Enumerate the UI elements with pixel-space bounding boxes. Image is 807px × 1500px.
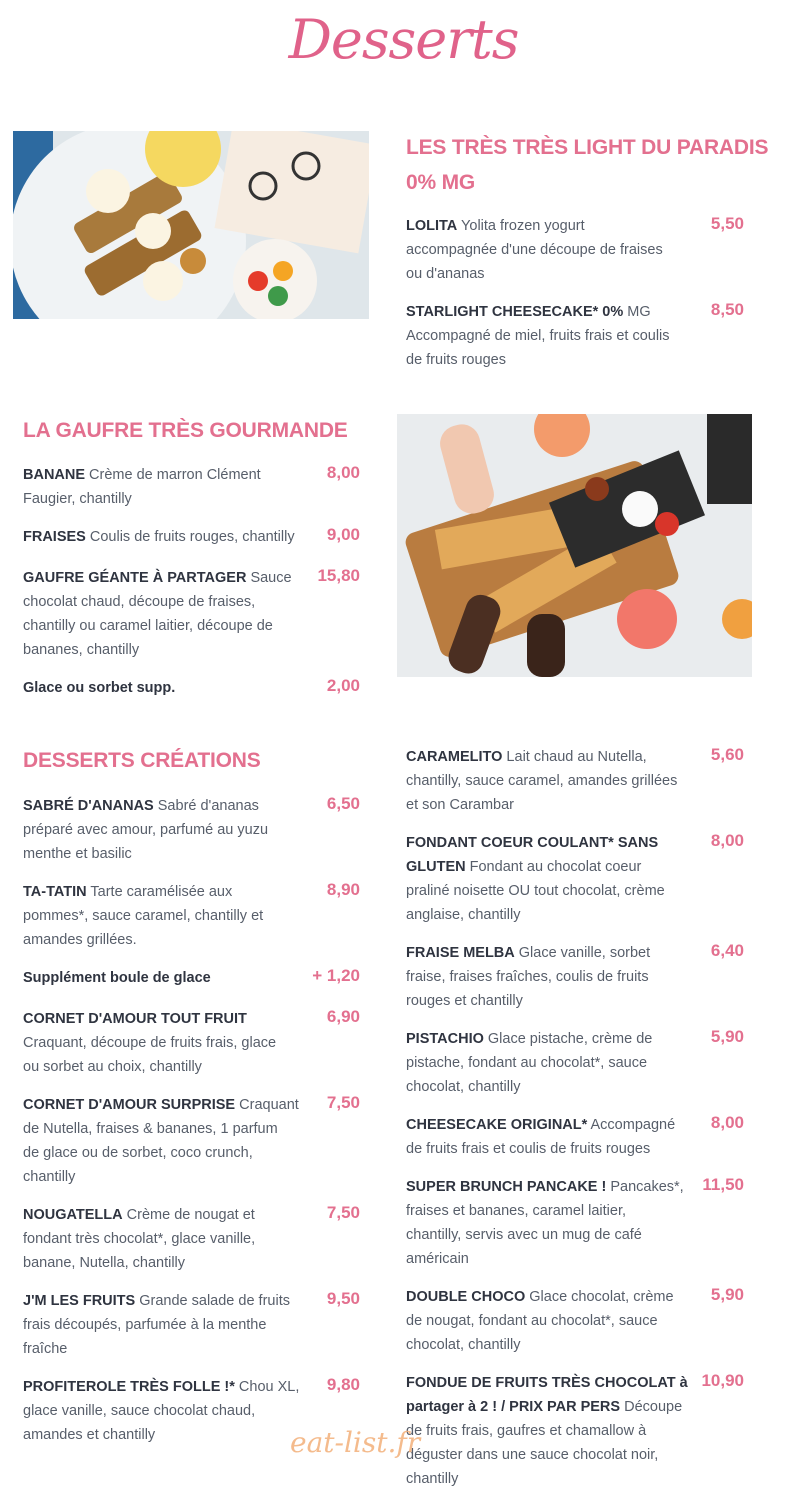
menu-item [406, 1371, 691, 1491]
menu-item [406, 831, 691, 927]
menu-item [23, 525, 308, 549]
item-description: Faugier, chantilly [23, 491, 132, 507]
item-description: fondant très chocolat*, glace vanille, [23, 1231, 256, 1247]
item-description: Pancakes*, [606, 1179, 684, 1195]
item-price: 6,90 [326, 1007, 360, 1026]
item-description: pommes*, sauce caramel, chantilly et [23, 908, 264, 924]
item-description: Tarte caramélisée aux [86, 884, 233, 900]
heading-line: LES TRÈS TRÈS LIGHT DU PARADIS [406, 136, 769, 159]
item-name: STARLIGHT CHEESECAKE* 0% [406, 304, 624, 320]
item-name: FRAISE MELBA [406, 945, 515, 961]
item-description: frais découpés, parfumée à la menthe [23, 1317, 267, 1333]
item-description: Sauce [246, 570, 292, 586]
item-price: 8,00 [710, 1113, 744, 1132]
menu-item [23, 1375, 308, 1447]
item-description: Crème de marron Clément [85, 467, 261, 483]
item-description: de glace ou de sorbet, coco crunch, [23, 1145, 253, 1161]
item-description: partager à 2 ! / PRIX PAR PERS Découpe [406, 1399, 683, 1415]
item-price: 9,50 [326, 1289, 360, 1308]
item-description: pistache, fondant au chocolat*, sauce [406, 1055, 648, 1071]
item-description: ou sorbet au choix, chantilly [23, 1059, 202, 1075]
item-description: amandes et chantilly [23, 1427, 156, 1443]
section-heading-light [406, 130, 768, 200]
item-name: TA-TATIN [23, 884, 87, 900]
menu-item [406, 1285, 691, 1357]
item-name: Supplément boule de glace [23, 970, 211, 986]
item-description: GLUTEN Fondant au chocolat coeur [406, 859, 642, 875]
item-name: GAUFRE GÉANTE À PARTAGER [23, 570, 247, 586]
menu-item [23, 1203, 308, 1275]
menu-item [23, 966, 308, 990]
item-description: menthe et basilic [23, 846, 132, 862]
menu-item [406, 1113, 691, 1161]
item-description: Glace vanille, sorbet [514, 945, 651, 961]
item-price: 5,50 [710, 214, 744, 233]
item-name: CARAMELITO [406, 749, 503, 765]
item-name: CHEESECAKE ORIGINAL* [406, 1117, 588, 1133]
item-price: 7,50 [326, 1093, 360, 1112]
item-name: FONDANT COEUR COULANT* SANS [406, 835, 659, 851]
section-heading-creations: DESSERTS CRÉATIONS [23, 749, 261, 772]
menu-item [23, 880, 308, 952]
item-description: praliné noisette OU tout chocolat, crème [406, 883, 665, 899]
item-description: chantilly [23, 1169, 76, 1185]
item-description: Craquant [235, 1097, 299, 1113]
item-price: 8,00 [710, 831, 744, 850]
item-price: 9,00 [326, 525, 360, 544]
item-price: 5,90 [710, 1285, 744, 1304]
item-description: chantilly [406, 1471, 459, 1487]
menu-item [23, 463, 308, 511]
item-description: de fruits frais et coulis de fruits rouges [406, 1141, 651, 1157]
item-description: chantilly, servis avec un mug de café [406, 1227, 642, 1243]
photo-crepes [13, 131, 369, 319]
item-description: chantilly ou caramel laitier, découpe de [23, 618, 273, 634]
item-name: Glace ou sorbet supp. [23, 680, 176, 696]
menu-item [406, 941, 691, 1013]
item-description: de fruits rouges [406, 352, 506, 368]
item-price: 6,40 [710, 941, 744, 960]
item-name: BANANE [23, 467, 86, 483]
heading-line: 0% MG [406, 171, 476, 194]
item-price: 15,80 [317, 566, 360, 585]
item-description: Crème de nougat et [122, 1207, 255, 1223]
item-price: 11,50 [702, 1175, 744, 1194]
menu-item [23, 566, 308, 662]
item-name: J'M LES FRUITS [23, 1293, 136, 1309]
menu-item [406, 1175, 691, 1271]
item-price: 8,50 [710, 300, 744, 319]
menu-item [406, 1027, 691, 1099]
item-price: 6,50 [326, 794, 360, 813]
item-price: 8,00 [326, 463, 360, 482]
item-description: anglaise, chantilly [406, 907, 521, 923]
item-description: préparé avec amour, parfumé au yuzu [23, 822, 269, 838]
menu-item [23, 1093, 308, 1189]
item-name: SUPER BRUNCH PANCAKE ! [406, 1179, 607, 1195]
item-description: Craquant, découpe de fruits frais, glace [23, 1035, 277, 1051]
item-description: Coulis de fruits rouges, chantilly [85, 529, 295, 545]
item-description: américain [406, 1251, 469, 1267]
item-description: déguster dans une sauce chocolat noir, [406, 1447, 659, 1463]
item-price: 5,60 [710, 745, 744, 764]
item-description: Chou XL, [234, 1379, 300, 1395]
menu-item [23, 676, 308, 700]
item-price: 5,90 [710, 1027, 744, 1046]
photo-waffles [397, 414, 752, 677]
menu-item [406, 300, 691, 372]
menu-item [406, 214, 691, 286]
item-description: glace vanille, sauce chocolat chaud, [23, 1403, 256, 1419]
item-name: SABRÉ D'ANANAS [23, 798, 154, 814]
item-description: chocolat, chantilly [406, 1079, 521, 1095]
menu-item [23, 1289, 308, 1361]
item-price: 9,80 [326, 1375, 360, 1394]
item-description: Sabré d'ananas [153, 798, 259, 814]
item-name: PISTACHIO [406, 1031, 484, 1047]
item-name: FRAISES [23, 529, 86, 545]
item-name: CORNET D'AMOUR SURPRISE [23, 1097, 236, 1113]
item-description: ou d'ananas [406, 266, 485, 282]
item-name: FONDUE DE FRUITS TRÈS CHOCOLAT à [406, 1375, 688, 1391]
item-name: NOUGATELLA [23, 1207, 123, 1223]
item-name: CORNET D'AMOUR TOUT FRUIT [23, 1011, 247, 1027]
item-description: fraîche [23, 1341, 68, 1357]
page-title: Desserts [288, 8, 519, 71]
item-price: 8,90 [326, 880, 360, 899]
item-price: 10,90 [701, 1371, 744, 1390]
item-name: DOUBLE CHOCO [406, 1289, 526, 1305]
item-price: 7,50 [326, 1203, 360, 1222]
item-price: + 1,20 [312, 966, 360, 985]
item-description: accompagnée d'une découpe de fraises [406, 242, 663, 258]
item-description: bananes, chantilly [23, 642, 140, 658]
item-description: Lait chaud au Nutella, [502, 749, 647, 765]
item-description: MG [623, 304, 651, 320]
item-description: Glace pistache, crème de [483, 1031, 653, 1047]
item-description: Yolita frozen yogurt [457, 218, 585, 234]
item-description: de nougat, fondant au chocolat*, sauce [406, 1313, 658, 1329]
item-description: rouges et chantilly [406, 993, 523, 1009]
item-description: banane, Nutella, chantilly [23, 1255, 186, 1271]
menu-item [406, 745, 691, 817]
menu-item [23, 794, 308, 866]
item-description: de Nutella, fraises & bananes, 1 parfum [23, 1121, 278, 1137]
section-heading-gaufre: LA GAUFRE TRÈS GOURMANDE [23, 419, 348, 442]
item-description: Accompagné de miel, fruits frais et coulis [406, 328, 670, 344]
watermark: eat-list.fr [290, 1426, 421, 1459]
item-description: chantilly, sauce caramel, amandes grillées [406, 773, 678, 789]
item-name: PROFITEROLE TRÈS FOLLE !* [23, 1379, 235, 1395]
item-description: chocolat chaud, découpe de fraises, [23, 594, 256, 610]
menu-item [23, 1007, 308, 1079]
item-description: Grande salade de fruits [135, 1293, 290, 1309]
item-name: LOLITA [406, 218, 458, 234]
item-description: chocolat, chantilly [406, 1337, 521, 1353]
item-price: 2,00 [326, 676, 360, 695]
item-description: fraise, fraises fraîches, coulis de fruits [406, 969, 649, 985]
item-description: de fruits frais, gaufres et chamallow à [406, 1423, 647, 1439]
item-description: Accompagné [587, 1117, 676, 1133]
item-description: amandes grillées. [23, 932, 137, 948]
item-description: et son Carambar [406, 797, 514, 813]
item-description: fraises et bananes, caramel laitier, [406, 1203, 627, 1219]
item-description: Glace chocolat, crème [525, 1289, 674, 1305]
